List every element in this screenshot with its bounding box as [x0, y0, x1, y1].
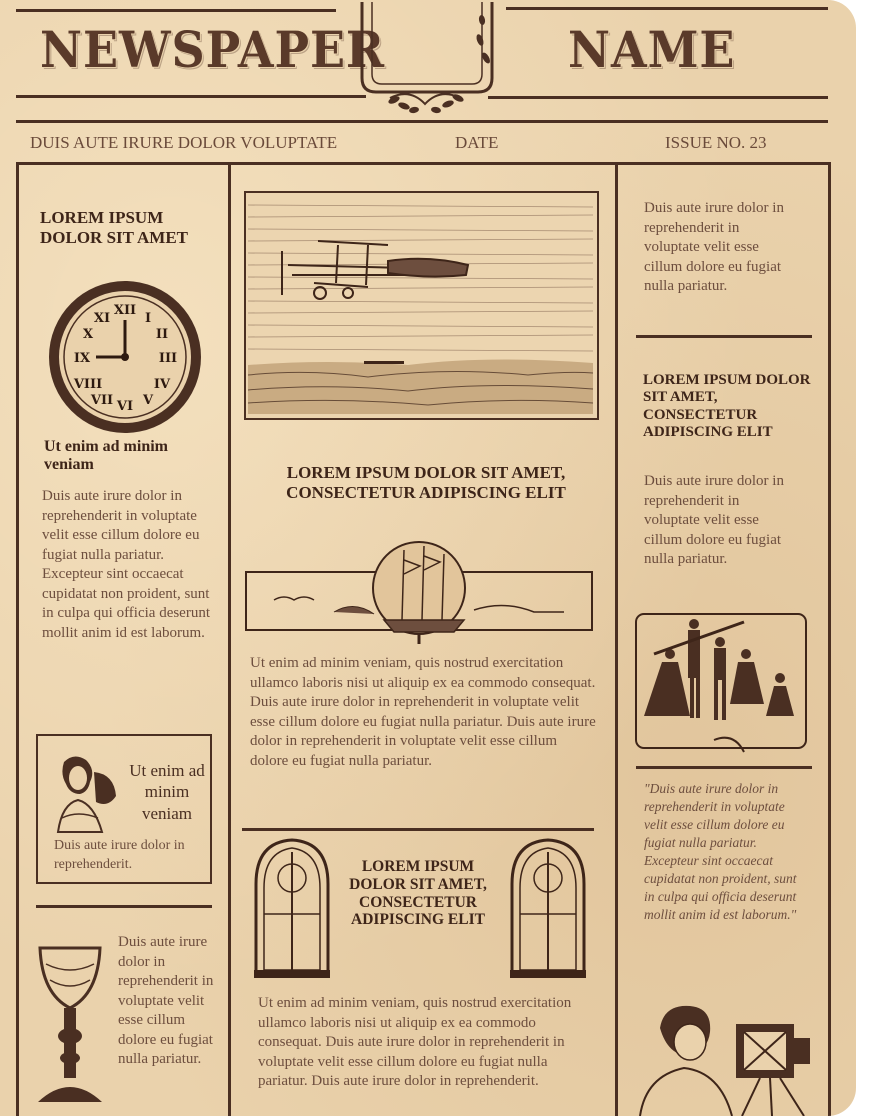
- masthead-top-rule-right: [506, 7, 828, 10]
- left-section-rule: [36, 905, 212, 908]
- masthead-right-word: NAME: [568, 20, 736, 79]
- crest-ornament-icon: [350, 0, 500, 120]
- right-intro-text: Duis aute irure dolor in reprehenderit in voluptate velit esse cillum dolore eu fugiat nulla pariatur.: [644, 200, 784, 294]
- masthead-bottom-rule-left: [16, 95, 366, 98]
- right-section-rule-2: [636, 766, 812, 769]
- svg-text:II: II: [155, 327, 169, 342]
- woman-portrait-icon: [44, 752, 120, 834]
- center-headline: LOREM IPSUM DOLOR SIT AMET, CONSECTETUR ADIPISCING ELIT: [286, 463, 566, 502]
- svg-text:VIII: VIII: [73, 377, 103, 392]
- subheader-tagline: DUIS AUTE IRURE DOLOR VOLUPTATE: [30, 133, 338, 152]
- masthead-bottom-rule-right: [488, 96, 828, 99]
- center-body-1: Ut enim ad minim veniam, quis nostrud exercitation ullamco laboris nisi ut aliquip ex ea commodo consequat. Duis aute irure dolor in reprehenderit in voluptate velit esse cillum dolore eu fugiat nulla pariatur. Duis aute irure dolor in reprehenderit in voluptate velit esse cillum dolore eu fugiat nulla pariatur.: [250, 655, 596, 769]
- airplane-illustration-icon: [248, 195, 593, 414]
- center-section-rule: [242, 828, 594, 831]
- svg-text:III: III: [158, 351, 178, 366]
- svg-text:IX: IX: [73, 351, 91, 366]
- clock-caption: Ut enim ad minim veniam: [44, 438, 168, 474]
- subheader-date: DATE: [455, 133, 499, 152]
- column-divider-1: [228, 164, 231, 1116]
- svg-text:V: V: [142, 393, 154, 408]
- left-body-text: Duis aute irure dolor in reprehenderit in voluptate velit esse cillum dolore eu fugiat nulla pariatur. Excepteur sint occaecat cupidatat non proident, sunt in culpa qui officia deserunt mollit anim id est laborum.: [42, 488, 211, 641]
- clock-icon: [46, 278, 204, 436]
- svg-text:XII: XII: [113, 303, 137, 318]
- masthead-top-rule-left: [16, 9, 336, 12]
- column-divider-outer-right: [828, 164, 831, 1116]
- svg-text:X: X: [82, 327, 94, 342]
- goblet-text: Duis aute irure dolor in reprehenderit in voluptate velit esse cillum dolore eu fugiat nulla pariatur.: [118, 934, 214, 1067]
- left-headline: LOREM IPSUM DOLOR SIT AMET: [40, 208, 189, 247]
- masthead-left-word: NEWSPAPER: [40, 20, 386, 79]
- center-body-2: Ut enim ad minim veniam, quis nostrud exercitation ullamco laboris nisi ut aliquip ex ea commodo consequat. Duis aute irure dolor in reprehenderit in voluptate velit esse cillum dolore eu fugiat nulla pariatur. Duis aute irure dolor in reprehenderit.: [258, 995, 572, 1089]
- subheader-bottom-rule: [16, 162, 831, 165]
- right-section-rule-1: [636, 335, 812, 338]
- right-quote: "Duis aute irure dolor in reprehenderit in voluptate velit esse cillum dolore eu fugiat nulla pariatur. Excepteur sint occaecat cupidatat non proident, sunt in culpa qui officia deserunt mollit anim id est laborum.": [644, 781, 797, 922]
- right-gothic-window-icon: [508, 838, 588, 980]
- right-headline: LOREM IPSUM DOLOR SIT AMET, CONSECTETUR ADIPISCING ELIT: [643, 372, 811, 440]
- left-gothic-window-icon: [252, 838, 332, 980]
- svg-text:I: I: [144, 311, 152, 326]
- column-divider-outer-left: [16, 164, 19, 1116]
- svg-text:VII: VII: [90, 393, 114, 408]
- portrait-box-text: Duis aute irure dolor in reprehenderit.: [54, 838, 185, 872]
- column-divider-2: [615, 164, 618, 1116]
- woman-camera-illustration-icon: [620, 998, 826, 1116]
- subheader-top-rule: [16, 120, 828, 123]
- portrait-box-title: Ut enim ad minim veniam: [129, 761, 205, 823]
- svg-text:IV: IV: [153, 377, 171, 392]
- center-sub-headline: LOREM IPSUM DOLOR SIT AMET, CONSECTETUR ADIPISCING ELIT: [349, 858, 487, 929]
- svg-text:VI: VI: [116, 399, 134, 414]
- right-body-text: Duis aute irure dolor in reprehenderit in voluptate velit esse cillum dolore eu fugiat nulla pariatur.: [644, 473, 784, 567]
- svg-text:XI: XI: [93, 311, 111, 326]
- ship-globe-illustration-icon: [244, 540, 594, 644]
- goblet-icon: [26, 940, 114, 1110]
- family-illustration-icon: [634, 612, 808, 758]
- subheader-issue: ISSUE NO. 23: [665, 133, 767, 152]
